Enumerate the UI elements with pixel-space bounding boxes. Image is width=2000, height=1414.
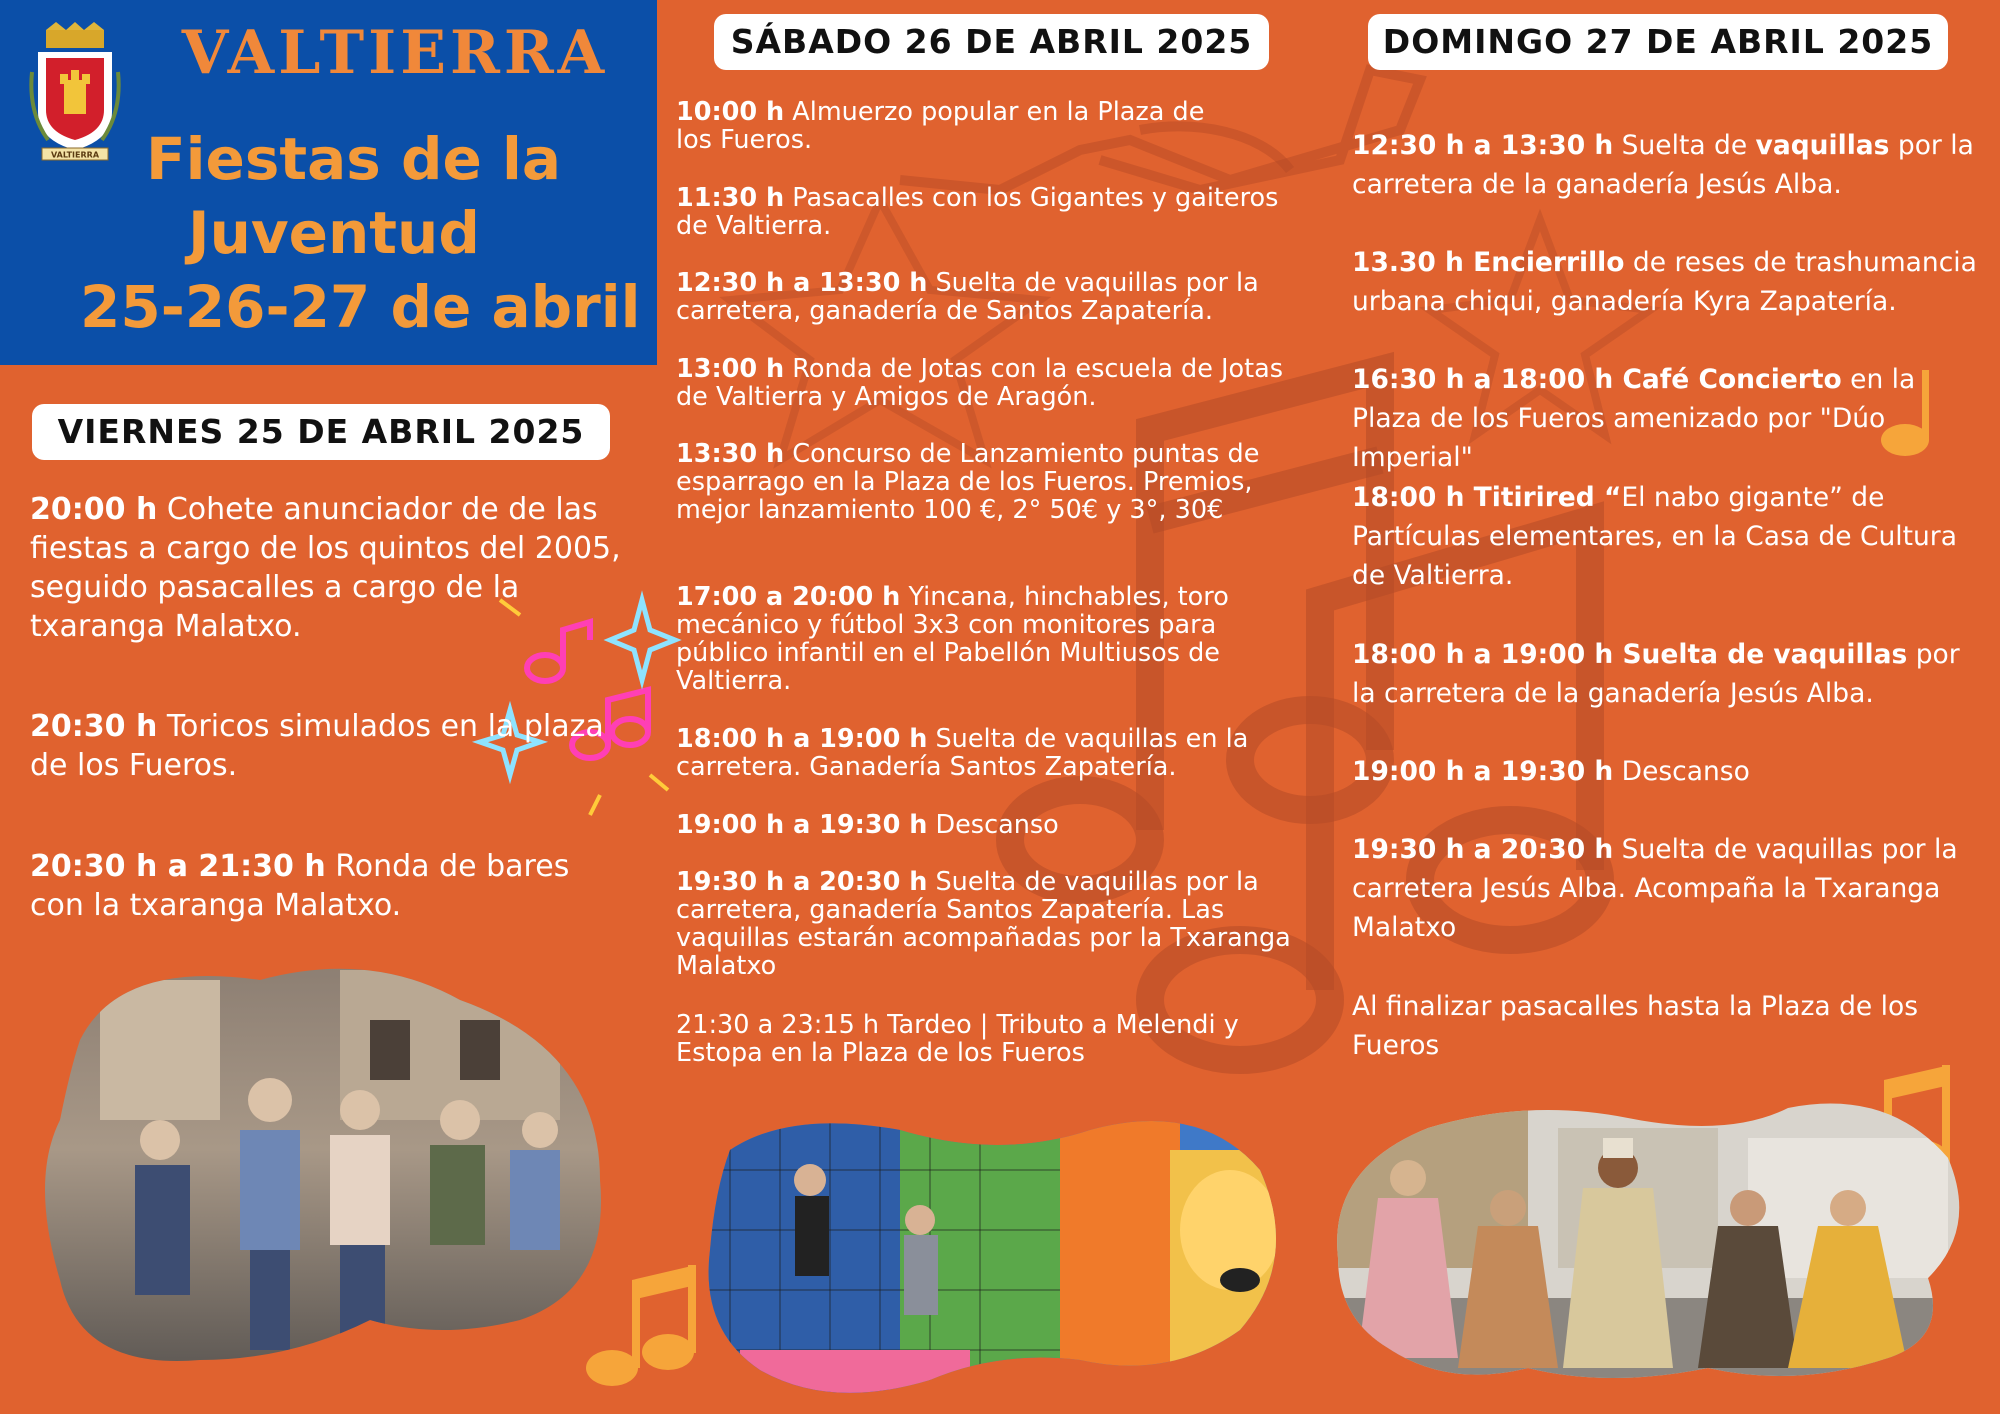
festival-title: [60, 122, 650, 344]
saturday-heading: SÁBADO 26 DE ABRIL 2025: [714, 14, 1269, 70]
saturday-event-7: 18:00 h a 19:00 h Suelta de vaquillas en la carretera. Ganadería Santos Zapatería.: [676, 724, 1249, 782]
friday-heading: VIERNES 25 DE ABRIL 2025: [32, 404, 610, 460]
title-line-1: Fiestas de la: [146, 125, 562, 193]
friday-event-2: 20:30 h Toricos simulados en la plaza de los Fueros.: [30, 709, 604, 783]
town-name: VALTIERRA: [181, 18, 609, 88]
title-line-3: 25-26-27 de abril: [80, 273, 641, 341]
saturday-event-1: 10:00 h Almuerzo popular en la Plaza de los Fueros.: [676, 97, 1205, 155]
sunday-event-1: 12:30 h a 13:30 h Suelta de vaquillas por la carretera de la ganadería Jesús Alba.: [1352, 130, 1974, 200]
sunday-event-2: 13.30 h Encierrillo de reses de trashumancia urbana chiqui, ganadería Kyra Zapatería.: [1352, 247, 1977, 317]
sunday-event-4: 18:00 h Titirired “El nabo gigante” de Partículas elementares, en la Casa de Cultura de Valtierra.: [1352, 482, 1957, 591]
friday-event-3: 20:30 h a 21:30 h Ronda de bares con la txaranga Malatxo.: [30, 849, 570, 923]
saturday-event-3: 12:30 h a 13:30 h Suelta de vaquillas por la carretera, ganadería de Santos Zapatería.: [676, 268, 1259, 326]
crest-label: VALTIERRA: [50, 150, 100, 160]
photo-youth-dancing: [40, 960, 620, 1380]
saturday-event-9: 19:30 h a 20:30 h Suelta de vaquillas por la carretera, ganadería Santos Zapatería. Las vaquillas estarán acompañadas por la Txaranga Malatxo: [676, 867, 1291, 981]
sunday-event-6: 19:00 h a 19:30 h Descanso: [1352, 756, 1750, 787]
title-line-2: Juventud: [188, 199, 480, 267]
sunday-event-7: 19:30 h a 20:30 h Suelta de vaquillas por la carretera Jesús Alba. Acompaña la Txaranga Malatxo: [1352, 834, 1958, 943]
sunday-heading: DOMINGO 27 DE ABRIL 2025: [1368, 14, 1948, 70]
sunday-event-5: 18:00 h a 19:00 h Suelta de vaquillas por la carretera de la ganadería Jesús Alba.: [1352, 639, 1960, 709]
photo-bouncy-castle: [700, 1110, 1290, 1410]
saturday-event-2: 11:30 h Pasacalles con los Gigantes y gaiteros de Valtierra.: [676, 183, 1279, 241]
saturday-event-5: 13:30 h Concurso de Lanzamiento puntas de esparrago en la Plaza de los Fueros. Premios, mejor lanzamiento 100 €, 2° 50€ y 3°, 30€: [676, 439, 1260, 525]
sunday-event-8: Al finalizar pasacalles hasta la Plaza de los Fueros: [1352, 991, 1919, 1061]
saturday-event-10: 21:30 a 23:15 h Tardeo | Tributo a Melendi y Estopa en la Plaza de los Fueros: [676, 1010, 1239, 1068]
saturday-event-4: 13:00 h Ronda de Jotas con la escuela de Jotas de Valtierra y Amigos de Aragón.: [676, 354, 1284, 412]
photo-giants-parade: [1328, 1098, 1968, 1388]
sunday-event-3: 16:30 h a 18:00 h Café Concierto en la Plaza de los Fueros amenizado por "Dúo Imperial": [1352, 364, 1916, 473]
saturday-event-8: 19:00 h a 19:30 h Descanso: [676, 810, 1059, 840]
saturday-event-6: 17:00 a 20:00 h Yincana, hinchables, toro mecánico y fútbol 3x3 con monitores para público infantil en el Pabellón Multiusos de Valtierra.: [676, 582, 1229, 696]
friday-event-1: 20:00 h Cohete anunciador de de las fiestas a cargo de los quintos del 2005, seguido pasacalles a cargo de la txaranga Malatxo.: [30, 492, 621, 644]
